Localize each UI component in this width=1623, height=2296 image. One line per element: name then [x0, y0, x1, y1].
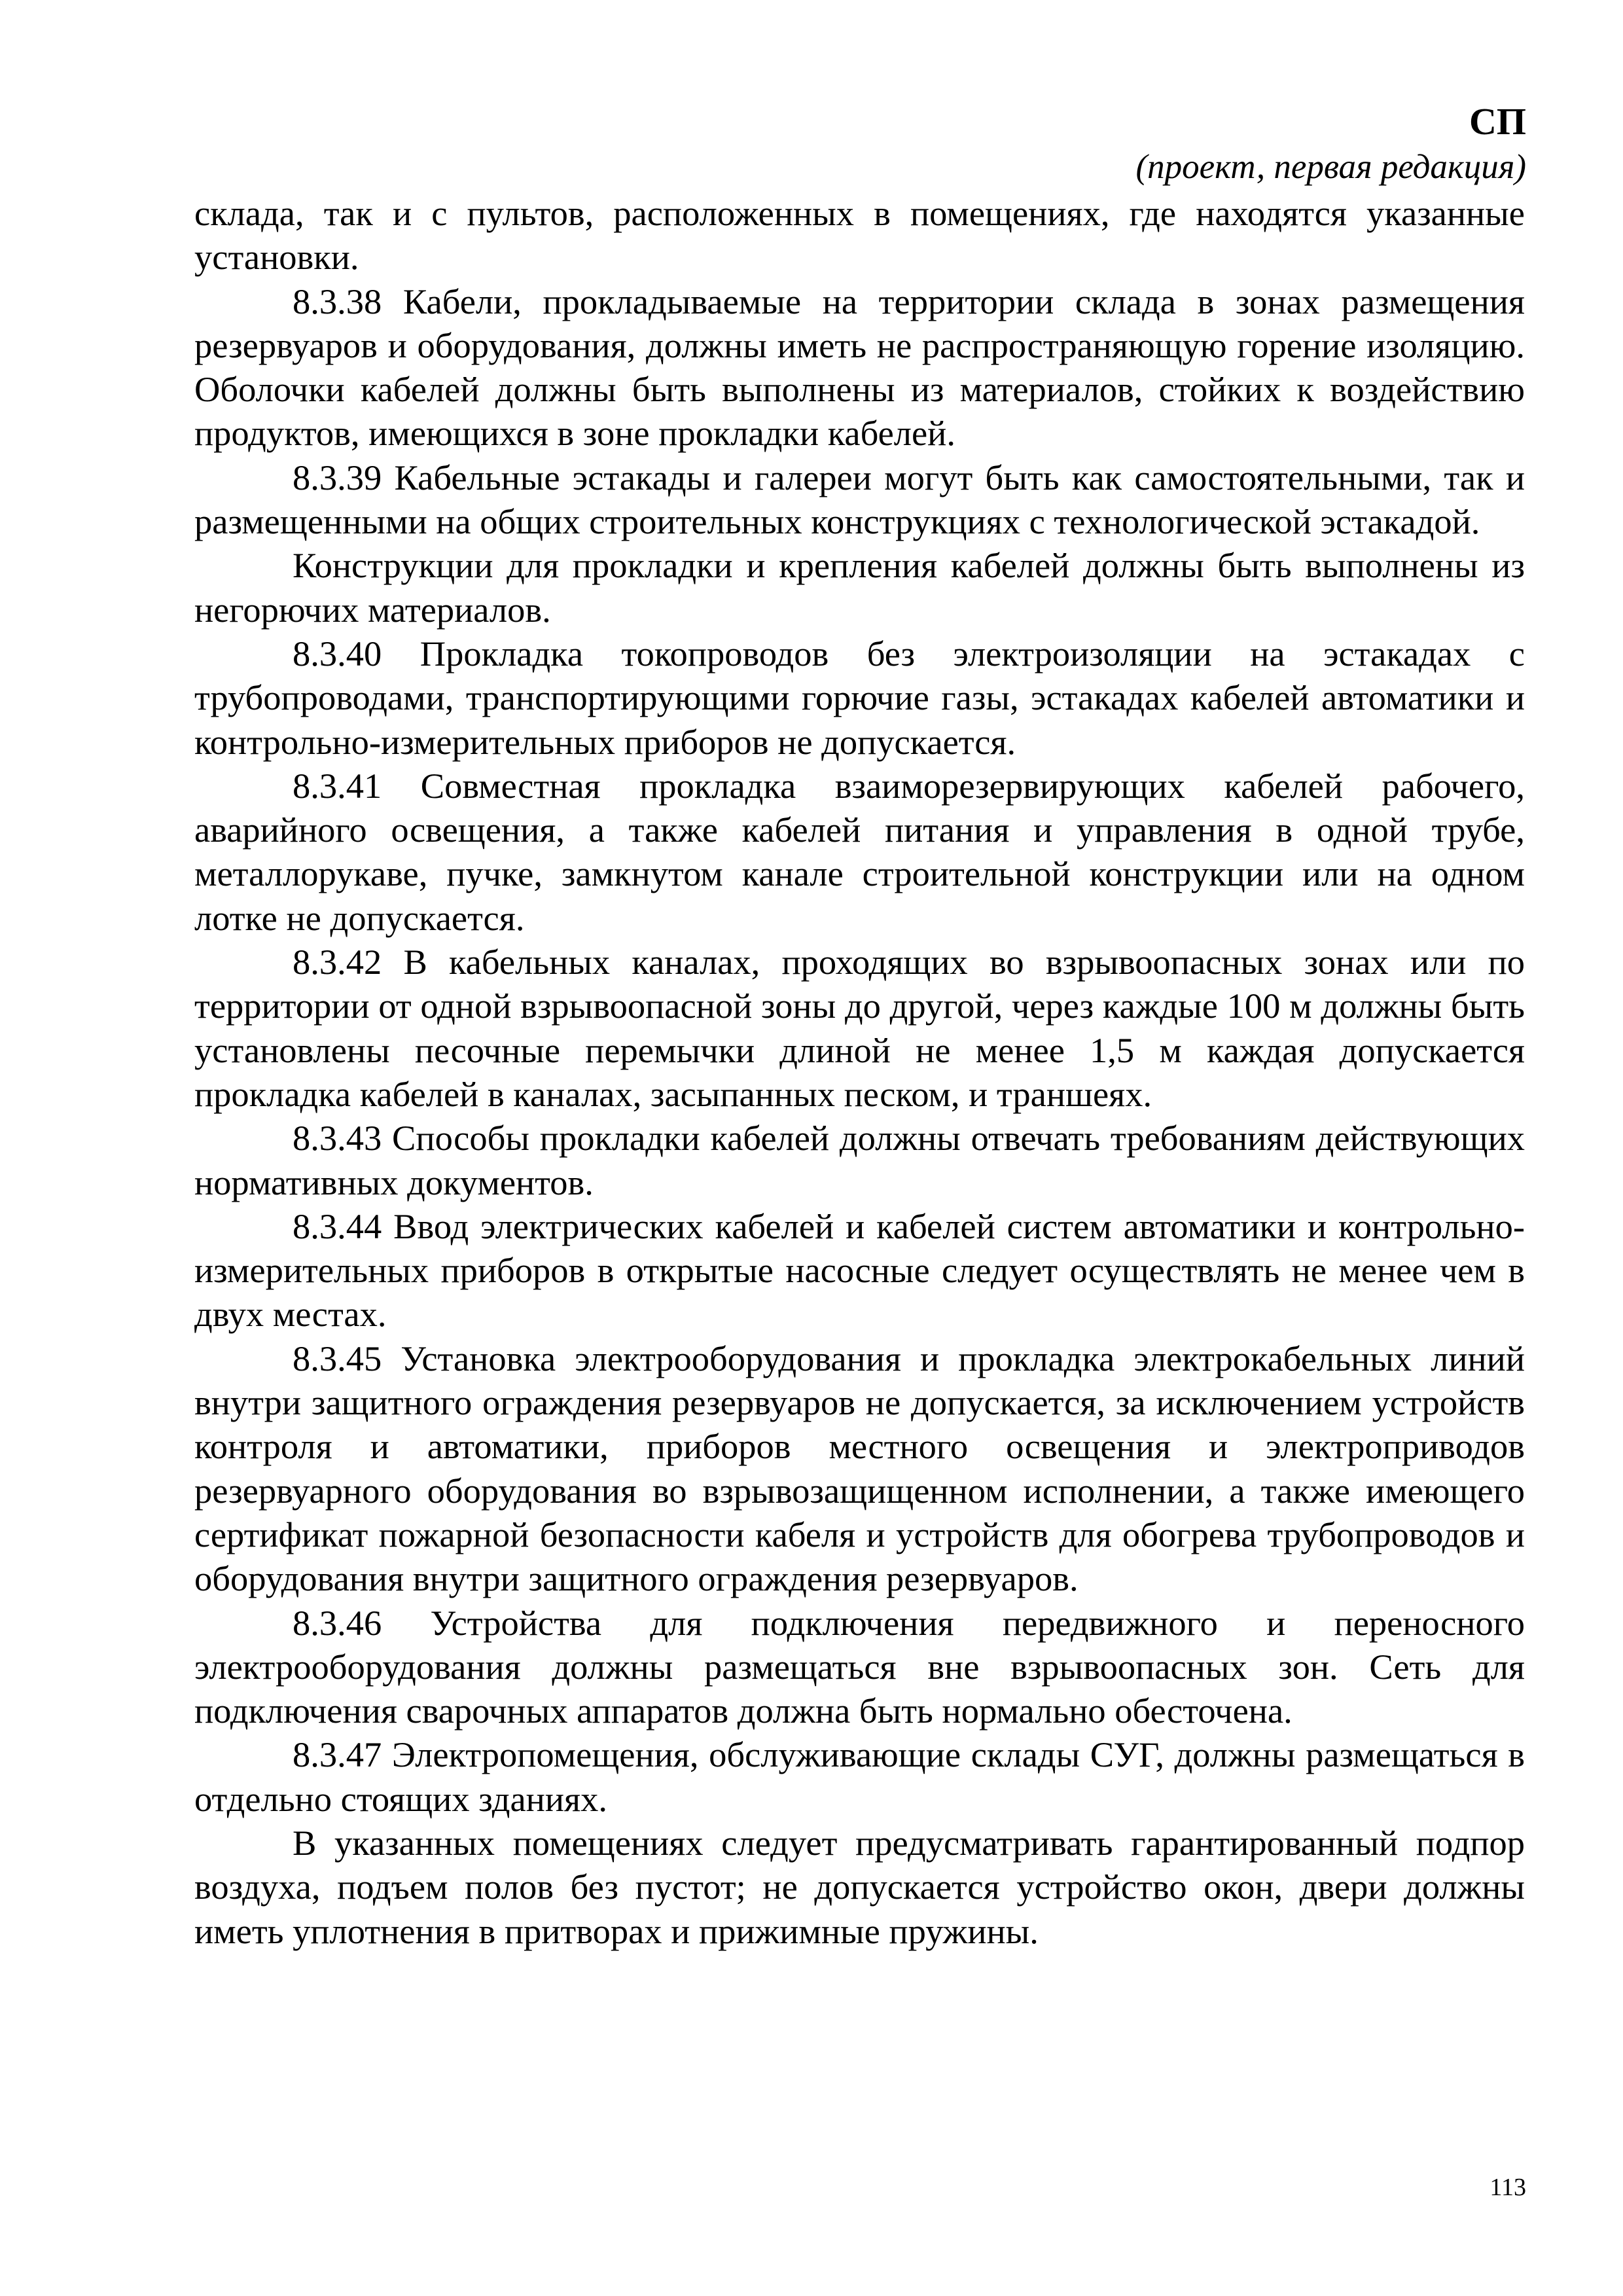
paragraph-continuation: склада, так и с пультов, расположенных в помещениях, где находятся указанные установки. — [194, 193, 1525, 278]
document-code: СП — [1469, 100, 1526, 143]
paragraph-8-3-44: 8.3.44 Ввод электрических кабелей и кабелей систем автоматики и контрольно-измерительных приборов в открытые насосные следует осуществлять не менее чем в двух местах. — [194, 1206, 1525, 1335]
paragraph-8-3-45: 8.3.45 Установка электрооборудования и прокладка электрокабельных линий внутри защитного ограждения резервуаров не допускается, за исключением устройств контроля и автоматики, приборов местного освещения и электроприводов резервуарного оборудования во взрывозащищенном исполнении, а также имеющего сертификат пожарной безопасности кабеля и устройств для обогрева трубопроводов и оборудования внутри защитного ограждения резервуаров. — [194, 1338, 1525, 1599]
paragraph-8-3-43: 8.3.43 Способы прокладки кабелей должны отвечать требованиям действующих нормативных документов. — [194, 1118, 1525, 1202]
paragraph-8-3-40: 8.3.40 Прокладка токопроводов без электроизоляции на эстакадах с трубопроводами, транспортирующими горючие газы, эстакадах кабелей автоматики и контрольно-измерительных приборов не допускается. — [194, 633, 1525, 762]
paragraph-8-3-42: 8.3.42 В кабельных каналах, проходящих во взрывоопасных зонах или по территории от одной взрывоопасной зоны до другой, через каждые 100 м должны быть установлены песочные перемычки длиной не менее 1,5 м каждая допускается прокладка кабелей в каналах, засыпанных песком, и траншеях. — [194, 942, 1525, 1114]
page-number: 113 — [1489, 2174, 1526, 2201]
document-status: (проект, первая редакция) — [1135, 148, 1526, 186]
page-header — [194, 98, 1526, 188]
paragraph-8-3-39-constructions: Конструкции для прокладки и крепления кабелей должны быть выполнены из негорючих материалов. — [194, 545, 1525, 630]
paragraph-8-3-39: 8.3.39 Кабельные эстакады и галереи могут быть как самостоятельными, так и размещенными на общих строительных конструкциях с технологической эстакадой. — [194, 457, 1525, 542]
paragraph-8-3-38: 8.3.38 Кабели, прокладываемые на территории склада в зонах размещения резервуаров и оборудования, должны иметь не распространяющую горение изоляцию. Оболочки кабелей должны быть выполнены из материалов, стойких к воздействию продуктов, имеющихся в зоне прокладки кабелей. — [194, 281, 1525, 454]
paragraph-8-3-46: 8.3.46 Устройства для подключения передвижного и переносного электрооборудования должны размещаться вне взрывоопасных зон. Сеть для подключения сварочных аппаратов должна быть нормально обесточена. — [194, 1602, 1525, 1731]
paragraph-8-3-47-premises: В указанных помещениях следует предусматривать гарантированный подпор воздуха, подъем полов без пустот; не допускается устройство окон, двери должны иметь уплотнения в притворах и прижимные пружины. — [194, 1822, 1525, 1951]
paragraph-8-3-41: 8.3.41 Совместная прокладка взаиморезервирующих кабелей рабочего, аварийного освещения, а также кабелей питания и управления в одной трубе, металлорукаве, пучке, замкнутом канале строительной конструкции или на одном лотке не допускается. — [194, 765, 1525, 938]
paragraph-8-3-47: 8.3.47 Электропомещения, обслуживающие склады СУГ, должны размещаться в отдельно стоящих зданиях. — [194, 1734, 1525, 1819]
document-body — [194, 191, 1525, 1953]
